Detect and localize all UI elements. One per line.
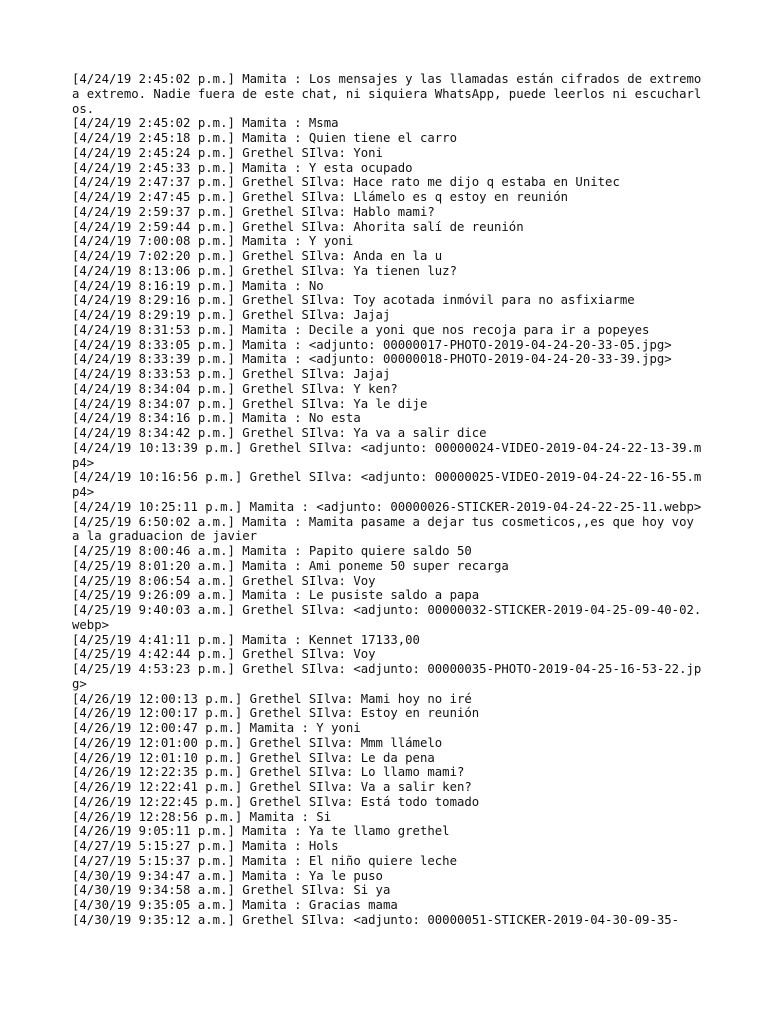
- chat-message-line: [4/26/19 12:22:41 p.m.] Grethel SIlva: Va a salir ken?: [72, 780, 472, 794]
- chat-message-line: [4/24/19 8:34:04 p.m.] Grethel SIlva: Y ken?: [72, 381, 398, 396]
- chat-message-line: [4/25/19 4:42:44 p.m.] Grethel SIlva: Voy: [72, 647, 376, 662]
- chat-message-line: [4/26/19 12:00:13 p.m.] Grethel SIlva: Mami hoy no iré: [72, 691, 472, 706]
- chat-message-line: [4/24/19 2:59:44 p.m.] Grethel SIlva: Ahorita salí de reunión: [72, 219, 524, 234]
- chat-message-line: [4/24/19 2:45:18 p.m.] Mamita : Quien tiene el carro: [72, 131, 457, 145]
- chat-message-line: [4/26/19 12:00:47 p.m.] Mamita : Y yoni: [72, 721, 361, 735]
- chat-message-line: [4/24/19 8:33:39 p.m.] Mamita : <adjunto: 00000018-PHOTO-2019-04-24-20-33-39.jpg>: [72, 352, 672, 367]
- chat-message-line: [4/25/19 6:50:02 a.m.] Mamita : Mamita pasame a dejar tus cosmeticos,,es que hoy voy a la graduacion de javier: [72, 514, 702, 544]
- chat-message-line: [4/25/19 8:00:46 a.m.] Mamita : Papito quiere saldo 50: [72, 544, 472, 558]
- chat-message-line: [4/24/19 8:34:07 p.m.] Grethel SIlva: Ya le dije: [72, 396, 428, 411]
- chat-message-line: [4/26/19 12:01:10 p.m.] Grethel SIlva: Le da pena: [72, 750, 435, 765]
- chat-message-line: [4/26/19 12:28:56 p.m.] Mamita : Si: [72, 809, 332, 824]
- chat-message-line: [4/24/19 2:45:02 p.m.] Mamita : Msma: [72, 116, 339, 131]
- chat-message-line: [4/24/19 2:45:02 p.m.] Mamita : Los mensajes y las llamadas están cifrados de extremo a extremo. Nadie fuera de este chat, ni siquiera WhatsApp, puede leerlos ni escucharlos.: [72, 72, 709, 116]
- chat-message-line: [4/24/19 8:16:19 p.m.] Mamita : No: [72, 278, 324, 293]
- chat-message-line: [4/30/19 9:34:47 a.m.] Mamita : Ya le puso: [72, 868, 383, 883]
- chat-message-line: [4/24/19 2:45:33 p.m.] Mamita : Y esta ocupado: [72, 160, 413, 175]
- chat-message-line: [4/25/19 9:40:03 a.m.] Grethel SIlva: <adjunto: 00000032-STICKER-2019-04-25-09-40-02.webp>: [72, 603, 702, 632]
- chat-message-line: [4/26/19 12:22:35 p.m.] Grethel SIlva: Lo llamo mami?: [72, 765, 465, 780]
- chat-message-line: [4/24/19 7:00:08 p.m.] Mamita : Y yoni: [72, 234, 354, 249]
- chat-message-line: [4/24/19 7:02:20 p.m.] Grethel SIlva: Anda en la u: [72, 249, 443, 263]
- chat-message-line: [4/24/19 10:16:56 p.m.] Grethel SIlva: <adjunto: 00000025-VIDEO-2019-04-24-22-16-55.mp4>: [72, 470, 702, 499]
- chat-message-line: [4/25/19 4:41:11 p.m.] Mamita : Kennet 17133,00: [72, 632, 420, 647]
- chat-message-line: [4/24/19 8:13:06 p.m.] Grethel SIlva: Ya tienen luz?: [72, 263, 457, 278]
- chat-message-line: [4/24/19 8:34:42 p.m.] Grethel SIlva: Ya va a salir dice: [72, 426, 487, 440]
- chat-message-line: [4/27/19 5:15:37 p.m.] Mamita : El niño quiere leche: [72, 853, 457, 868]
- chat-message-line: [4/24/19 2:59:37 p.m.] Grethel SIlva: Hablo mami?: [72, 204, 435, 219]
- chat-transcript: [72, 72, 708, 928]
- chat-message-line: [4/25/19 8:01:20 a.m.] Mamita : Ami poneme 50 super recarga: [72, 558, 509, 573]
- chat-message-line: [4/24/19 8:29:19 p.m.] Grethel SIlva: Jajaj: [72, 308, 391, 322]
- chat-message-line: [4/24/19 8:31:53 p.m.] Mamita : Decile a yoni que nos recoja para ir a popeyes: [72, 322, 650, 337]
- chat-message-line: [4/24/19 10:13:39 p.m.] Grethel SIlva: <adjunto: 00000024-VIDEO-2019-04-24-22-13-39.mp4>: [72, 440, 702, 470]
- chat-message-line: [4/24/19 2:47:45 p.m.] Grethel SIlva: Llámelo es q estoy en reunión: [72, 190, 569, 204]
- chat-message-line: [4/24/19 8:29:16 p.m.] Grethel SIlva: Toy acotada inmóvil para no asfixiarme: [72, 293, 635, 308]
- chat-message-line: [4/26/19 12:01:00 p.m.] Grethel SIlva: Mmm llámelo: [72, 735, 443, 750]
- chat-message-line: [4/24/19 2:47:37 p.m.] Grethel SIlva: Hace rato me dijo q estaba en Unitec: [72, 175, 620, 190]
- chat-message-line: [4/24/19 8:33:53 p.m.] Grethel SIlva: Jajaj: [72, 367, 391, 381]
- chat-message-line: [4/30/19 9:34:58 a.m.] Grethel SIlva: Si ya: [72, 883, 391, 898]
- chat-message-line: [4/26/19 12:00:17 p.m.] Grethel SIlva: Estoy en reunión: [72, 706, 480, 721]
- chat-message-line: [4/24/19 8:33:05 p.m.] Mamita : <adjunto: 00000017-PHOTO-2019-04-24-20-33-05.jpg>: [72, 337, 672, 352]
- chat-message-line: [4/24/19 2:45:24 p.m.] Grethel SIlva: Yoni: [72, 145, 383, 160]
- chat-message-line: [4/26/19 9:05:11 p.m.] Mamita : Ya te llamo grethel: [72, 824, 450, 839]
- chat-message-line: [4/30/19 9:35:05 a.m.] Mamita : Gracias mama: [72, 898, 398, 912]
- chat-message-line: [4/24/19 10:25:11 p.m.] Mamita : <adjunto: 00000026-STICKER-2019-04-24-22-25-11.webp>: [72, 499, 702, 514]
- chat-message-line: [4/26/19 12:22:45 p.m.] Grethel SIlva: Está todo tomado: [72, 794, 480, 809]
- chat-message-line: [4/25/19 4:53:23 p.m.] Grethel SIlva: <adjunto: 00000035-PHOTO-2019-04-25-16-53-22.jpg>: [72, 662, 702, 691]
- chat-message-line: [4/27/19 5:15:27 p.m.] Mamita : Hols: [72, 839, 339, 853]
- chat-message-line: [4/24/19 8:34:16 p.m.] Mamita : No esta: [72, 411, 361, 426]
- chat-message-line: [4/25/19 9:26:09 a.m.] Mamita : Le pusiste saldo a papa: [72, 588, 480, 603]
- chat-message-line: [4/30/19 9:35:12 a.m.] Grethel SIlva: <adjunto: 00000051-STICKER-2019-04-30-09-35-: [72, 912, 680, 927]
- chat-message-line: [4/25/19 8:06:54 a.m.] Grethel SIlva: Voy: [72, 573, 376, 588]
